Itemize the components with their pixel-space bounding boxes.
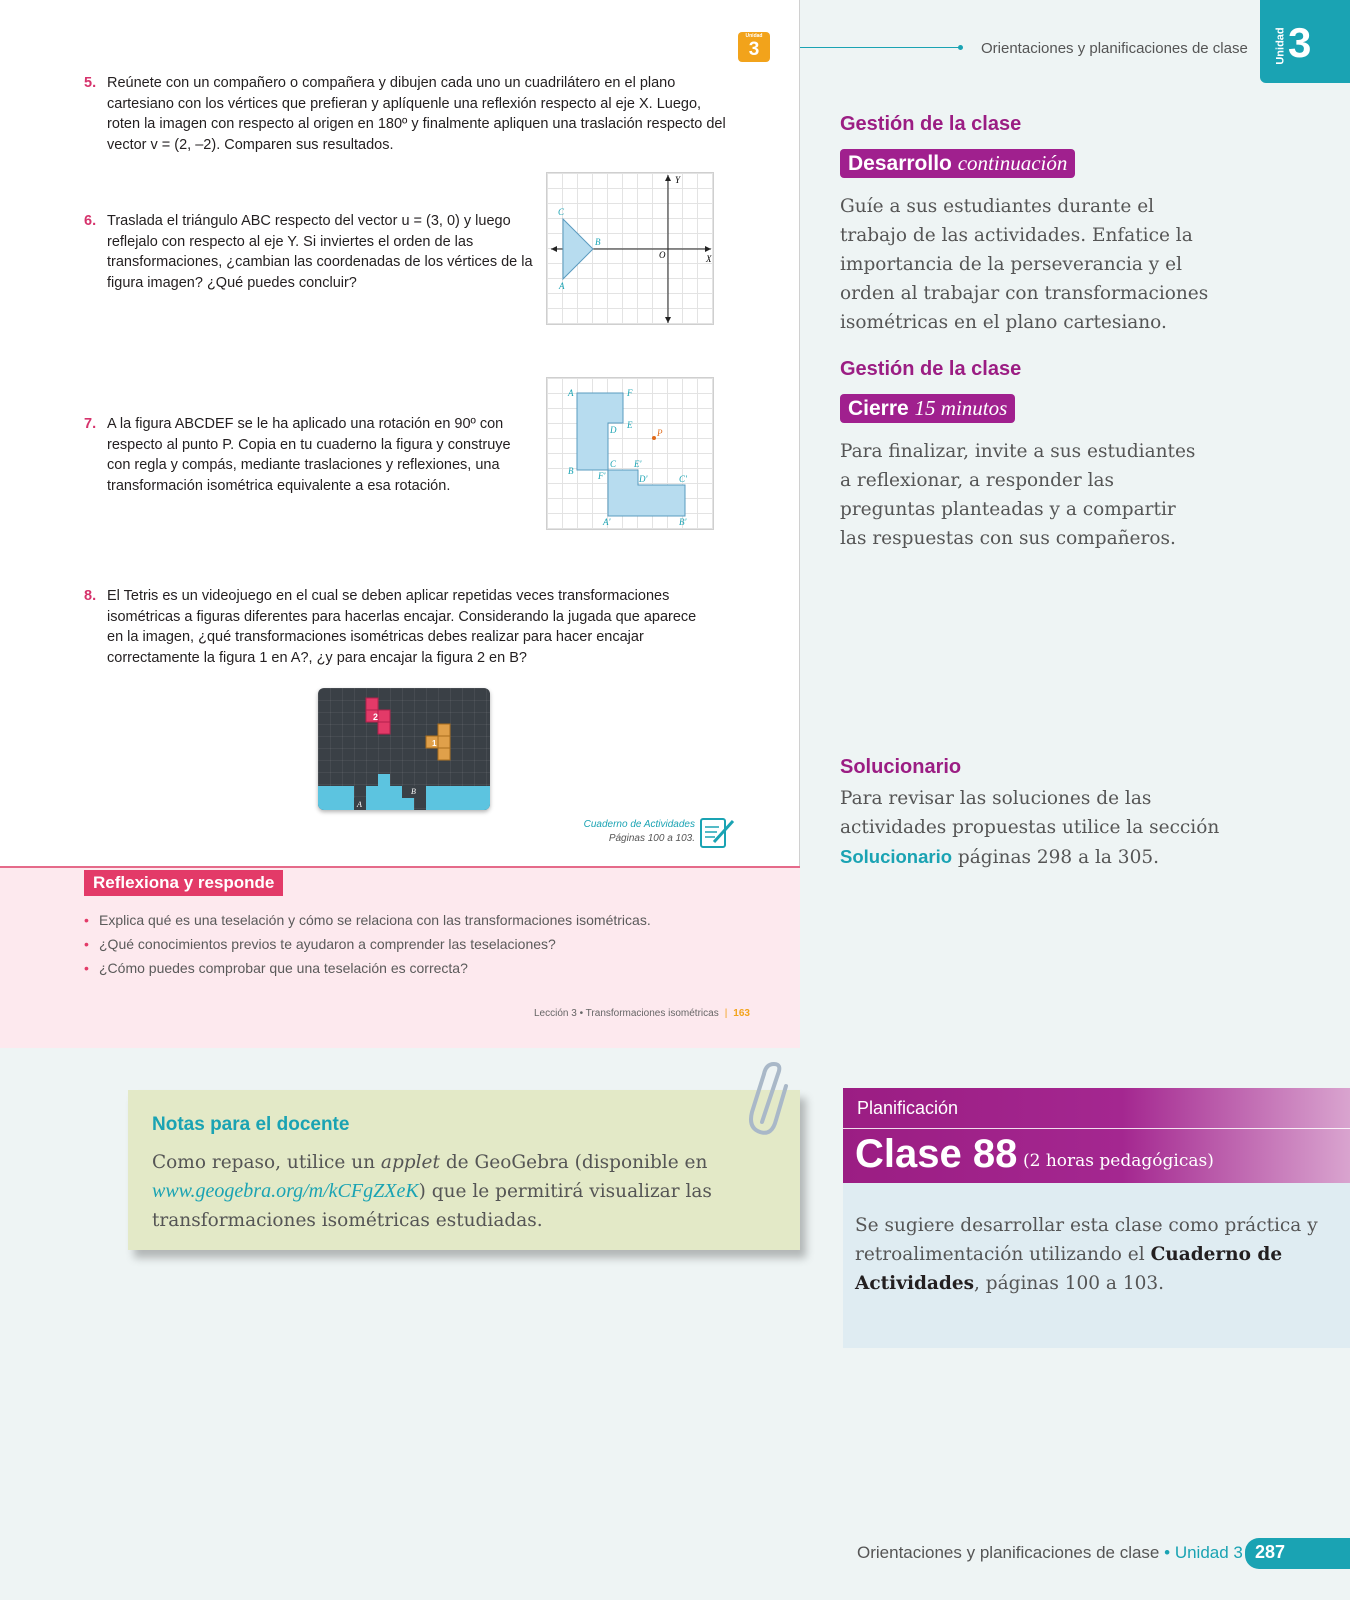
planning-divider — [843, 1128, 1350, 1129]
gestion-heading-cierre: Gestión de la clase — [840, 358, 1022, 380]
tetris-label-b: B — [411, 787, 416, 796]
exercise-6 — [84, 211, 534, 293]
header-line — [800, 47, 960, 48]
rotation-figure-svg — [547, 378, 715, 531]
student-page — [0, 0, 800, 1048]
label-a: A — [568, 388, 574, 398]
tetris-block-orange — [438, 748, 450, 760]
label-a: A — [559, 281, 565, 291]
label-x: X — [706, 254, 712, 264]
rotation-figure — [546, 377, 714, 530]
label-b: B — [595, 237, 601, 247]
tetris-label-2: 2 — [373, 712, 379, 722]
triangle-abc — [563, 219, 593, 279]
label-d: D — [610, 425, 617, 435]
tetris-stack — [426, 786, 490, 810]
x-axis-arrow — [705, 246, 711, 252]
exercise-8 — [84, 586, 704, 668]
tetris-stack — [378, 774, 390, 786]
planning-header — [843, 1088, 1350, 1183]
desarrollo-pill: Desarrollo continuación — [840, 149, 1075, 178]
solucionario-text: Para revisar las soluciones de las actividades propuestas utilice la sección Solucionario páginas 298 a la 305. — [840, 788, 1220, 868]
label-c: C — [610, 459, 617, 469]
student-page-footer: Lección 3 • Transformaciones isométricas | 163 — [534, 1008, 750, 1019]
desarrollo-text: Guíe a sus estudiantes durante el trabajo de las actividades. Enfatice la importancia de la perseverancia y el orden al trabajar con transformaciones isométricas en el plano cartesiano. — [840, 196, 1209, 333]
tetris-block-pink — [378, 710, 390, 722]
y-axis-arrow — [665, 175, 671, 181]
class-title: Clase 88 — [855, 1132, 1018, 1176]
exercise-text: Reúnete con un compañero o compañera y dibujen cada uno un cuadrilátero en el plano cartesiano con los vértices que prefieran y aplíquenle una reflexión respecto al eje X. Luego, roten la imagen con respecto al origen en 180º y finalmente apliquen una traslación respecto del vector v = (2, –2). Comparen sus resultados. — [107, 75, 726, 153]
gestion-heading-desarrollo: Gestión de la clase — [840, 113, 1022, 135]
cuaderno-reference: Cuaderno de Actividades Páginas 100 a 103. — [583, 819, 695, 844]
class-hours: (2 horas pedagógicas) — [1023, 1151, 1214, 1171]
list-item: • ¿Qué conocimientos previos te ayudaron a comprender las teselaciones? — [84, 932, 651, 956]
tetris-label-a: A — [357, 800, 362, 809]
triangle-figure — [546, 172, 714, 325]
label-f: F — [627, 388, 633, 398]
reflect-title: Reflexiona y responde — [84, 870, 283, 896]
student-page-number: 163 — [733, 1008, 750, 1019]
tetris-block-pink — [366, 698, 378, 710]
label-c: C — [558, 207, 565, 217]
notes-text: Como repaso, utilice un applet de GeoGebra (disponible en www.geogebra.org/m/kCFgZXeK) que le permitirá visualizar las transformaciones isométricas estudiadas. — [152, 1152, 712, 1231]
exercise-number: 7. — [84, 416, 97, 432]
tetris-stack — [318, 786, 354, 810]
reflect-list — [84, 908, 651, 980]
tetris-label-1: 1 — [432, 739, 437, 748]
point-p — [652, 436, 656, 440]
triangle-figure-svg — [547, 173, 715, 326]
label-a-prime: A' — [603, 517, 611, 527]
solucionario-heading: Solucionario — [840, 756, 962, 778]
planning-text: Se sugiere desarrollar esta clase como práctica y retroalimentación utilizando el Cuaderno de Actividades, páginas 100 a 103. — [855, 1215, 1318, 1294]
exercise-number: 5. — [84, 75, 97, 91]
label-d-prime: D' — [639, 474, 648, 484]
label-c-prime: C' — [679, 474, 687, 484]
unit-tab: Unidad 3 — [1260, 0, 1350, 83]
label-e: E — [627, 420, 633, 430]
exercise-text: A la figura ABCDEF se le ha aplicado una rotación en 90º con respecto al punto P. Copia en tu cuaderno la figura y construye con regla y compás, mediante traslaciones y reflexiones, una transformación isométrica equivalente a esa rotación. — [107, 416, 511, 494]
header-dot — [958, 45, 963, 50]
tetris-block-pink — [378, 722, 390, 734]
paperclip-icon — [748, 1062, 792, 1136]
tetris-image — [318, 688, 490, 810]
x-axis-arrow-left — [551, 246, 557, 252]
exercise-7 — [84, 414, 534, 496]
label-f-prime: F' — [598, 471, 606, 481]
tetris-svg — [318, 688, 490, 810]
exercise-number: 8. — [84, 588, 97, 604]
y-axis-arrow-down — [665, 317, 671, 323]
exercise-text: Traslada el triángulo ABC respecto del vector u = (3, 0) y luego reflejalo con respecto al eje Y. Si inviertes el orden de las transformaciones, ¿cambian las coordenadas de los vértices de la figura imagen? ¿Qué puedes concluir? — [107, 213, 533, 291]
exercise-number: 6. — [84, 213, 97, 229]
list-item: • ¿Cómo puedes comprobar que una teselación es correcta? — [84, 956, 651, 980]
planning-body — [843, 1183, 1350, 1348]
planning-label: Planificación — [857, 1098, 959, 1118]
tetris-block-orange — [438, 736, 450, 748]
label-p: P — [657, 428, 663, 438]
cierre-pill: Cierre 15 minutos — [840, 394, 1015, 423]
reflect-box — [0, 866, 800, 1048]
label-e-prime: E' — [634, 459, 642, 469]
label-origin: O — [659, 250, 666, 260]
notebook-pencil-icon — [699, 816, 737, 850]
list-item: • Explica qué es una teselación y cómo se relaciona con las transformaciones isométricas. — [84, 908, 651, 932]
label-b: B — [568, 466, 574, 476]
notes-title: Notas para el docente — [152, 1114, 350, 1135]
tetris-block-orange — [438, 724, 450, 736]
header-title: Orientaciones y planificaciones de clase — [981, 40, 1248, 57]
notes-box — [128, 1090, 800, 1250]
page-number: 287 — [1245, 1538, 1350, 1569]
cierre-text: Para finalizar, invite a sus estudiantes a reflexionar, a responder las preguntas planteadas y a compartir las respuestas con sus compañeros. — [840, 441, 1196, 549]
geogebra-link[interactable]: www.geogebra.org/m/kCFgZXeK — [152, 1180, 419, 1202]
page-footer: Orientaciones y planificaciones de clase • Unidad 3 — [857, 1543, 1243, 1562]
label-y: Y — [675, 175, 681, 185]
exercise-text: El Tetris es un videojuego en el cual se deben aplicar repetidas veces transformaciones isométricas a figuras diferentes para hacerlas encajar. Considerando la jugada que aparece en la imagen, ¿qué transformaciones isométricas debes realizar para hacer encajar correctamente la figura 1 en A?, ¿y para encajar la figura 2 en B? — [107, 588, 697, 666]
label-b-prime: B' — [679, 517, 687, 527]
exercise-5 — [84, 73, 734, 155]
unit-badge-small: Unidad 3 — [738, 32, 770, 62]
solucionario-link[interactable]: Solucionario — [840, 846, 953, 867]
